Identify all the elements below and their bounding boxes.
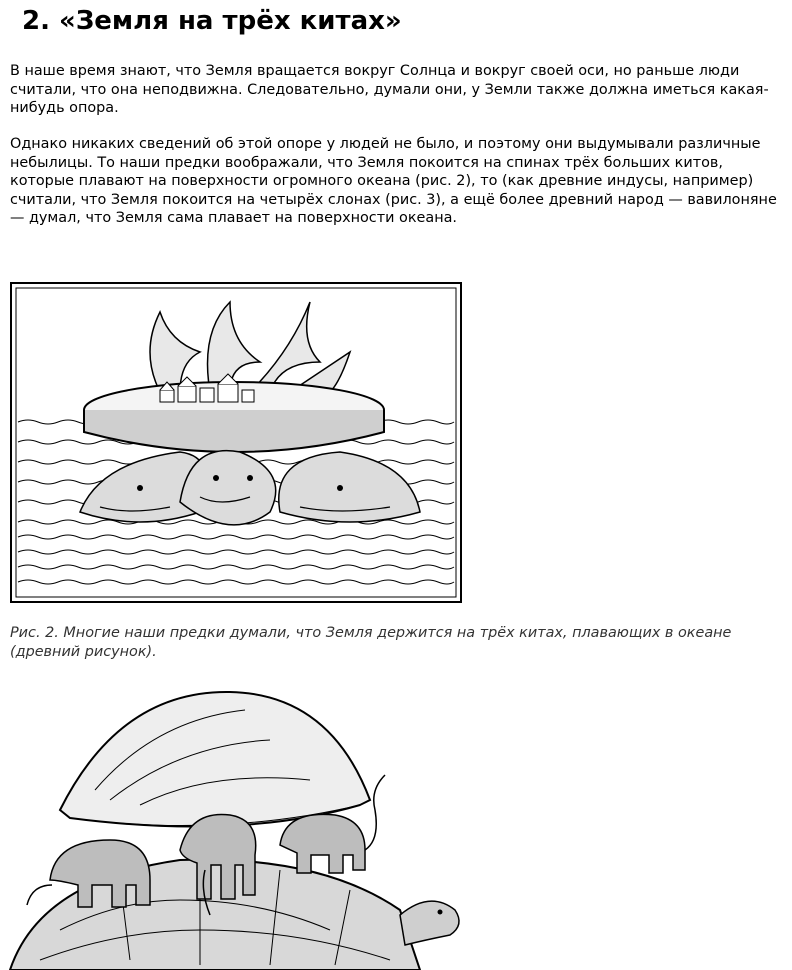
page-title: 2. «Земля на трёх китах» xyxy=(22,6,402,36)
paragraph-1: В наше время знают, что Земля вращается вокруг Солнца и вокруг своей оси, но раньше люди считали, что она неподвижна. Следовательно, думали они, у Земли также должна иметься какая-нибудь опора. xyxy=(10,63,769,116)
figure-caption: Рис. 2. Многие наши предки думали, что Земля держится на трёх китах, плавающих в океане (древний рисунок). xyxy=(10,625,732,660)
earth-on-three-whales-illustration xyxy=(10,282,462,603)
paragraph-2: Однако никаких сведений об этой опоре у людей не было, и поэтому они выдумывали различные небылицы. То наши предки воображали, что Земля покоится на спинах трёх больших китов, которые плавают на поверхности огромного океана (рис. 2), то (как древние индусы, например) считали, что Земля покоится на четырёх слонах (рис. 3), а ещё более древний народ — вавилоняне — думал, что Земля сама плавает на поверхности океана. xyxy=(10,136,777,226)
earth-on-elephants-and-turtle-illustration xyxy=(0,680,470,970)
